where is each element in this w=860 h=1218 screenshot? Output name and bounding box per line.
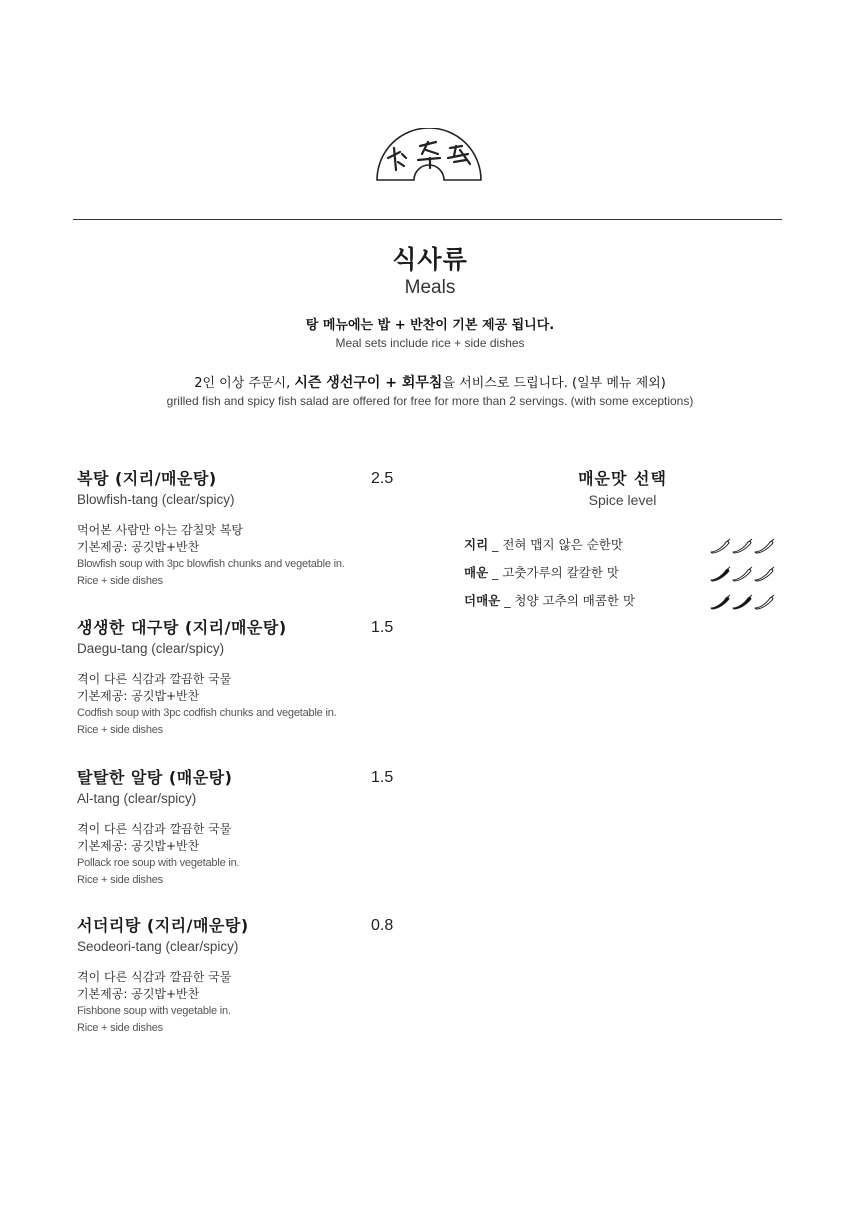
item-name-ko: 탈탈한 알탕 (매운탕) — [77, 768, 233, 787]
item-name-en: Al-tang (clear/spicy) — [77, 791, 197, 806]
item-desc-en: Pollack roe soup with vegetable in. — [77, 857, 240, 869]
chili-pepper-icon — [711, 595, 730, 609]
spice-name: 지리 — [464, 537, 489, 552]
item-included-en: Rice + side dishes — [77, 1022, 163, 1034]
menu-item-daegutang — [77, 617, 407, 739]
notice-ko: 탕 메뉴에는 밥 + 반찬이 기본 제공 됩니다. — [305, 318, 555, 333]
item-desc-ko: 격이 다른 식감과 깔끔한 국물 — [77, 970, 232, 984]
notice-service-pre: 2인 이상 주문시, — [194, 376, 295, 391]
menu-item-altang — [77, 767, 407, 889]
spice-label — [464, 563, 619, 583]
item-name-en: Daegu-tang (clear/spicy) — [77, 641, 225, 656]
item-name-ko: 서더리탕 (지리/매운탕) — [77, 916, 249, 935]
spice-desc: _ 청양 고추의 매콤한 맛 — [500, 593, 636, 608]
chili-pepper-icon — [711, 539, 730, 553]
pepper-rating — [710, 538, 778, 554]
spice-title-en: Spice level — [588, 492, 657, 508]
spice-name: 매운 — [464, 565, 489, 580]
menu-item-boktang — [77, 468, 407, 590]
notice-service-post: 을 서비스로 드립니다. (일부 메뉴 제외) — [442, 376, 666, 391]
chili-pepper-icon — [755, 539, 774, 553]
spice-level-jiri — [464, 535, 780, 555]
item-price: 2.5 — [371, 470, 394, 487]
spice-desc: _ 전혀 맵지 않은 순한맛 — [488, 537, 623, 552]
item-price: 0.8 — [371, 917, 394, 934]
item-included-ko: 기본제공: 공깃밥+반찬 — [77, 987, 200, 1001]
item-included-en: Rice + side dishes — [77, 874, 163, 886]
item-name-ko: 생생한 대구탕 (지리/매운탕) — [77, 618, 287, 637]
pepper-rating — [710, 594, 778, 610]
section-title-en: Meals — [404, 277, 456, 298]
chili-pepper-icon — [711, 567, 730, 581]
item-desc-en: Fishbone soup with vegetable in. — [77, 1005, 231, 1017]
notice-rice-sides — [0, 317, 860, 352]
spice-label — [464, 535, 623, 555]
chili-pepper-icon — [755, 595, 774, 609]
notice-service — [0, 374, 860, 410]
item-included-en: Rice + side dishes — [77, 575, 163, 587]
notice-service-ko — [0, 374, 860, 393]
item-desc-ko: 격이 다른 식감과 깔끔한 국물 — [77, 672, 232, 686]
item-desc-en: Blowfish soup with 3pc blowfish chunks and vegetable in. — [77, 558, 345, 570]
item-included-ko: 기본제공: 공깃밥+반찬 — [77, 540, 200, 554]
pepper-rating — [710, 566, 778, 582]
section-title-ko: 식사류 — [392, 245, 468, 274]
item-price: 1.5 — [371, 769, 394, 786]
spice-name: 더매운 — [464, 593, 501, 608]
item-desc-en: Codfish soup with 3pc codfish chunks and vegetable in. — [77, 707, 337, 719]
chili-pepper-icon — [755, 567, 774, 581]
item-included-en: Rice + side dishes — [77, 724, 163, 736]
spice-title-ko: 매운맛 선택 — [578, 469, 667, 488]
section-title — [0, 244, 860, 300]
header-divider — [73, 219, 782, 220]
chili-pepper-icon — [733, 567, 752, 581]
chili-pepper-icon — [733, 539, 752, 553]
item-name-en: Blowfish-tang (clear/spicy) — [77, 492, 235, 507]
chili-pepper-icon — [733, 595, 752, 609]
menu-item-seodeoritang — [77, 915, 407, 1037]
spice-desc: _ 고춧가루의 칼칼한 맛 — [488, 565, 619, 580]
item-included-ko: 기본제공: 공깃밥+반찬 — [77, 689, 200, 703]
item-name-ko: 복탕 (지리/매운탕) — [77, 469, 217, 488]
spice-level-deomaeun — [464, 591, 780, 611]
notice-en: Meal sets include rice + side dishes — [335, 336, 525, 350]
item-name-en: Seodeori-tang (clear/spicy) — [77, 939, 239, 954]
item-included-ko: 기본제공: 공깃밥+반찬 — [77, 839, 200, 853]
spice-level-maeun — [464, 563, 780, 583]
item-desc-ko: 격이 다른 식감과 깔끔한 국물 — [77, 822, 232, 836]
spice-level-title — [520, 468, 725, 510]
notice-service-en: grilled fish and spicy fish salad are offered for free for more than 2 servings. (with some exceptions) — [166, 394, 694, 408]
spice-label — [464, 591, 635, 611]
notice-service-bold: 시즌 생선구이 + 회무침 — [294, 375, 443, 391]
item-price: 1.5 — [371, 619, 394, 636]
item-desc-ko: 먹어본 사람만 아는 감칠맛 복탕 — [77, 523, 243, 537]
restaurant-logo — [374, 128, 484, 184]
